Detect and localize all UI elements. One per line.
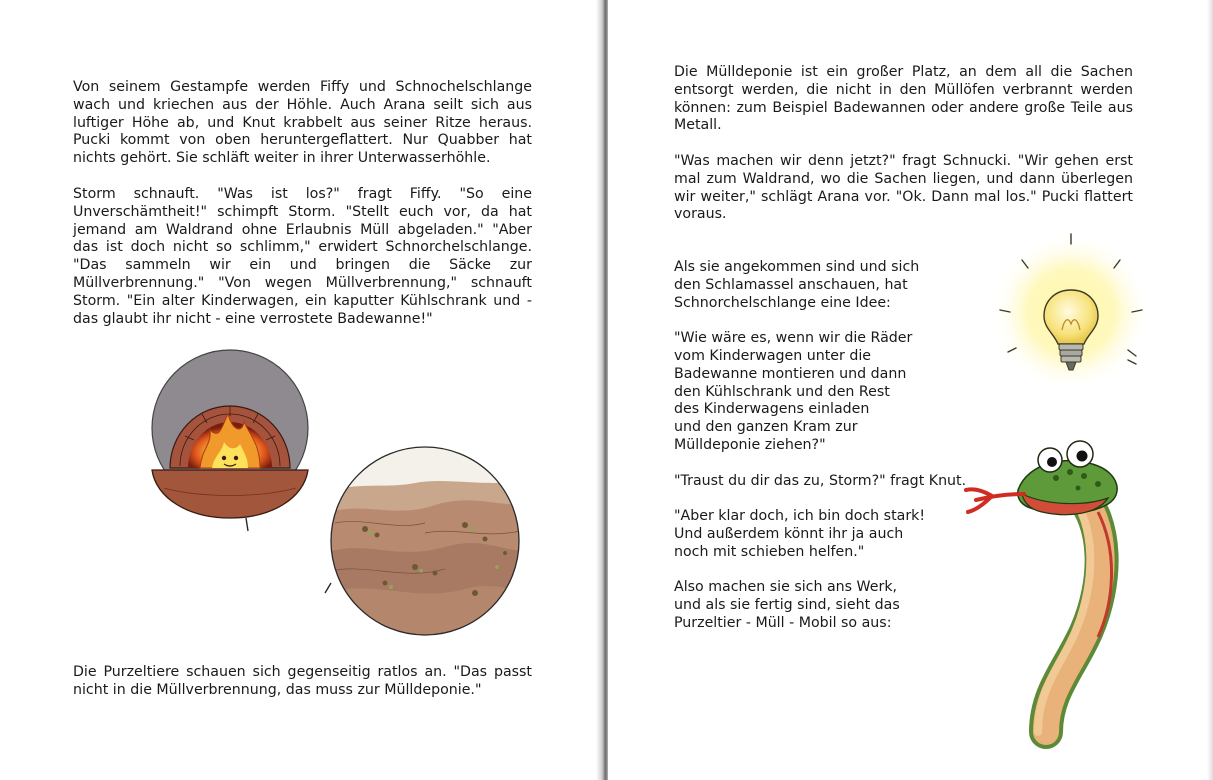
poem-line: Also machen sie sich ans Werk, [674,579,898,596]
poem-line: und den ganzen Kram zur [674,419,858,436]
poem-line: Schnorchelschlange eine Idee: [674,294,891,311]
left-page [0,0,604,780]
poem-line: Purzeltier - Müll - Mobil so aus: [674,614,892,631]
poem-line: noch mit schieben helfen." [674,543,865,560]
poem-blank-line [674,562,994,580]
left-paragraph-2: Storm schnauft. "Was ist los?" fragt Fiffy. "So eine Unverschämtheit!" schimpft Storm. "Stellt euch vor, da hat jemand am Waldrand ohne Erlaubnis Müll abgeladen." "Aber das ist doch nicht so schlimm," erwidert Schnorchelschlange. "Das sammeln wir ein und bringen die Säcke zur Müllverbrennung." "Von wegen Müllverbrennung," schnauft Storm. "Ein alter Kinderwagen, ein kaputter Kühlschrank und - das glaubt ihr nicht - eine verrostete Badewanne!" [73,186,532,327]
poem-blank-line [674,490,994,508]
landfill-illustration [325,443,525,648]
poem-line: "Aber klar doch, ich bin doch stark! [674,508,926,525]
poem-line: den Kühlschrank und den Rest [674,383,890,400]
poem-blank-line [674,312,994,330]
poem-line: Und außerdem könnt ihr ja auch [674,525,904,542]
left-paragraph-1: Von seinem Gestampfe werden Fiffy und Schnochelschlange wach und kriechen aus der Höhle. Auch Arana seilt sich aus luftiger Höhe ab, und Knut krabbelt aus seiner Ritze heraus. Pucki kommt von oben heruntergeflattert. Nur Quabber hat nichts gehört. Sie schläft weiter in ihrer Unterwasserhöhle. [73,79,532,167]
poem-line: vom Kinderwagen unter die [674,347,872,364]
right-paragraph-1: Die Mülldeponie ist ein großer Platz, an dem all die Sachen entsorgt werden, die nicht in den Müllöfen verbrannt werden können: zum Beispiel Badewannen oder andere große Teile aus Metall. [674,64,1133,134]
poem-line: "Traust du dir das zu, Storm?" fragt Knut. [674,472,967,489]
poem-line: Mülldeponie ziehen?" [674,436,826,453]
poem-line: des Kinderwagens einladen [674,401,870,418]
right-paragraph-2: "Was machen wir denn jetzt?" fragt Schnucki. "Wir gehen erst mal zum Waldrand, wo die Sachen liegen, und dann überlegen wir weiter," schlägt Arana vor. "Ok. Dann mal los." Pucki flattert voraus. [674,153,1133,223]
right-poem [674,259,994,633]
poem-line: Badewanne montieren und dann [674,365,907,382]
right-page [608,0,1213,780]
page-edge [1207,0,1213,780]
poem-line: und als sie fertig sind, sieht das [674,597,900,614]
poem-line: "Wie wäre es, wenn wir die Räder [674,330,913,347]
oven-fire-illustration [140,348,320,533]
poem-line: Als sie angekommen sind und sich [674,259,920,275]
snake-illustration [958,432,1148,747]
lightbulb-illustration [986,228,1156,393]
left-paragraph-3: Die Purzeltiere schauen sich gegenseitig ratlos an. "Das passt nicht in die Müllverbrennung, das muss zur Mülldeponie." [73,664,532,698]
poem-blank-line [674,455,994,473]
poem-line: den Schlamassel anschauen, hat [674,276,908,293]
